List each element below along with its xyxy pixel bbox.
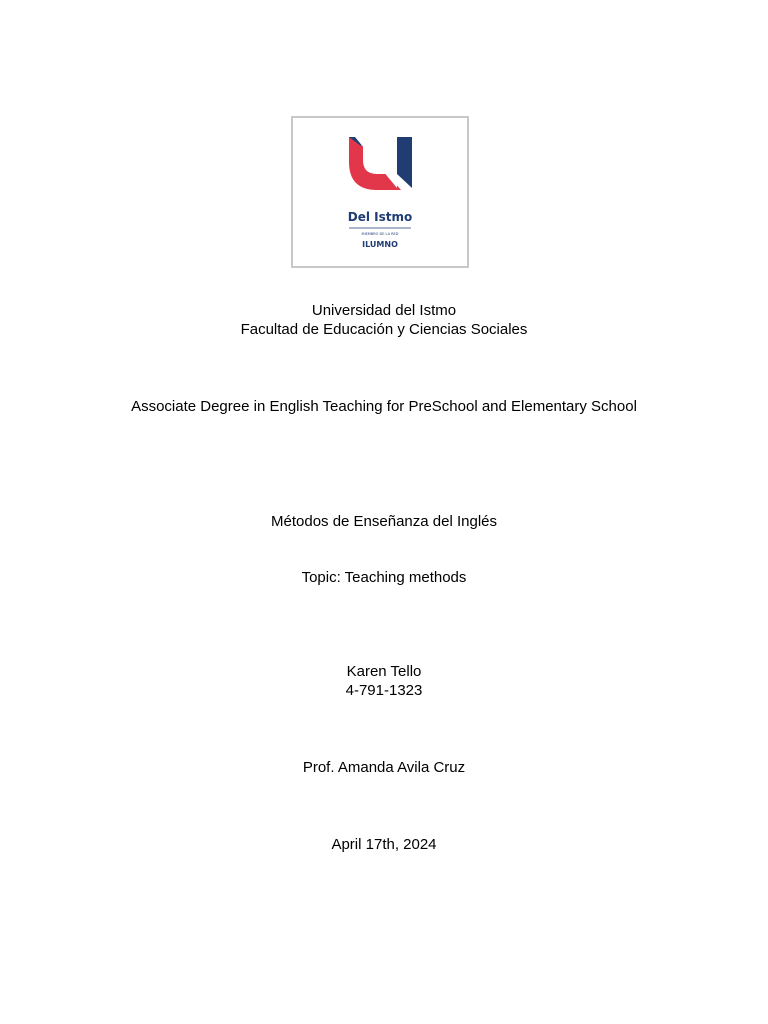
logo-network: ILUMNO — [362, 240, 398, 249]
university-name: Universidad del Istmo — [311, 302, 457, 319]
course-title: Métodos de Enseñanza del Inglés — [271, 513, 497, 530]
logo-tagline: MIEMBRO DE LA RED — [361, 232, 399, 236]
logo-wordmark: Del Istmo — [347, 210, 413, 224]
professor-name: Prof. Amanda Avila Cruz — [302, 759, 466, 776]
program-title: Associate Degree in English Teaching for PreSchool and Elementary School — [131, 398, 637, 415]
topic-line: Topic: Teaching methods — [301, 569, 467, 586]
u-logo-icon — [293, 118, 467, 266]
date-line: April 17th, 2024 — [331, 836, 437, 853]
student-id: 4-791-1323 — [345, 682, 423, 699]
student-name: Karen Tello — [346, 663, 422, 680]
university-logo — [291, 116, 469, 268]
faculty-name: Facultad de Educación y Ciencias Sociales — [240, 321, 528, 338]
